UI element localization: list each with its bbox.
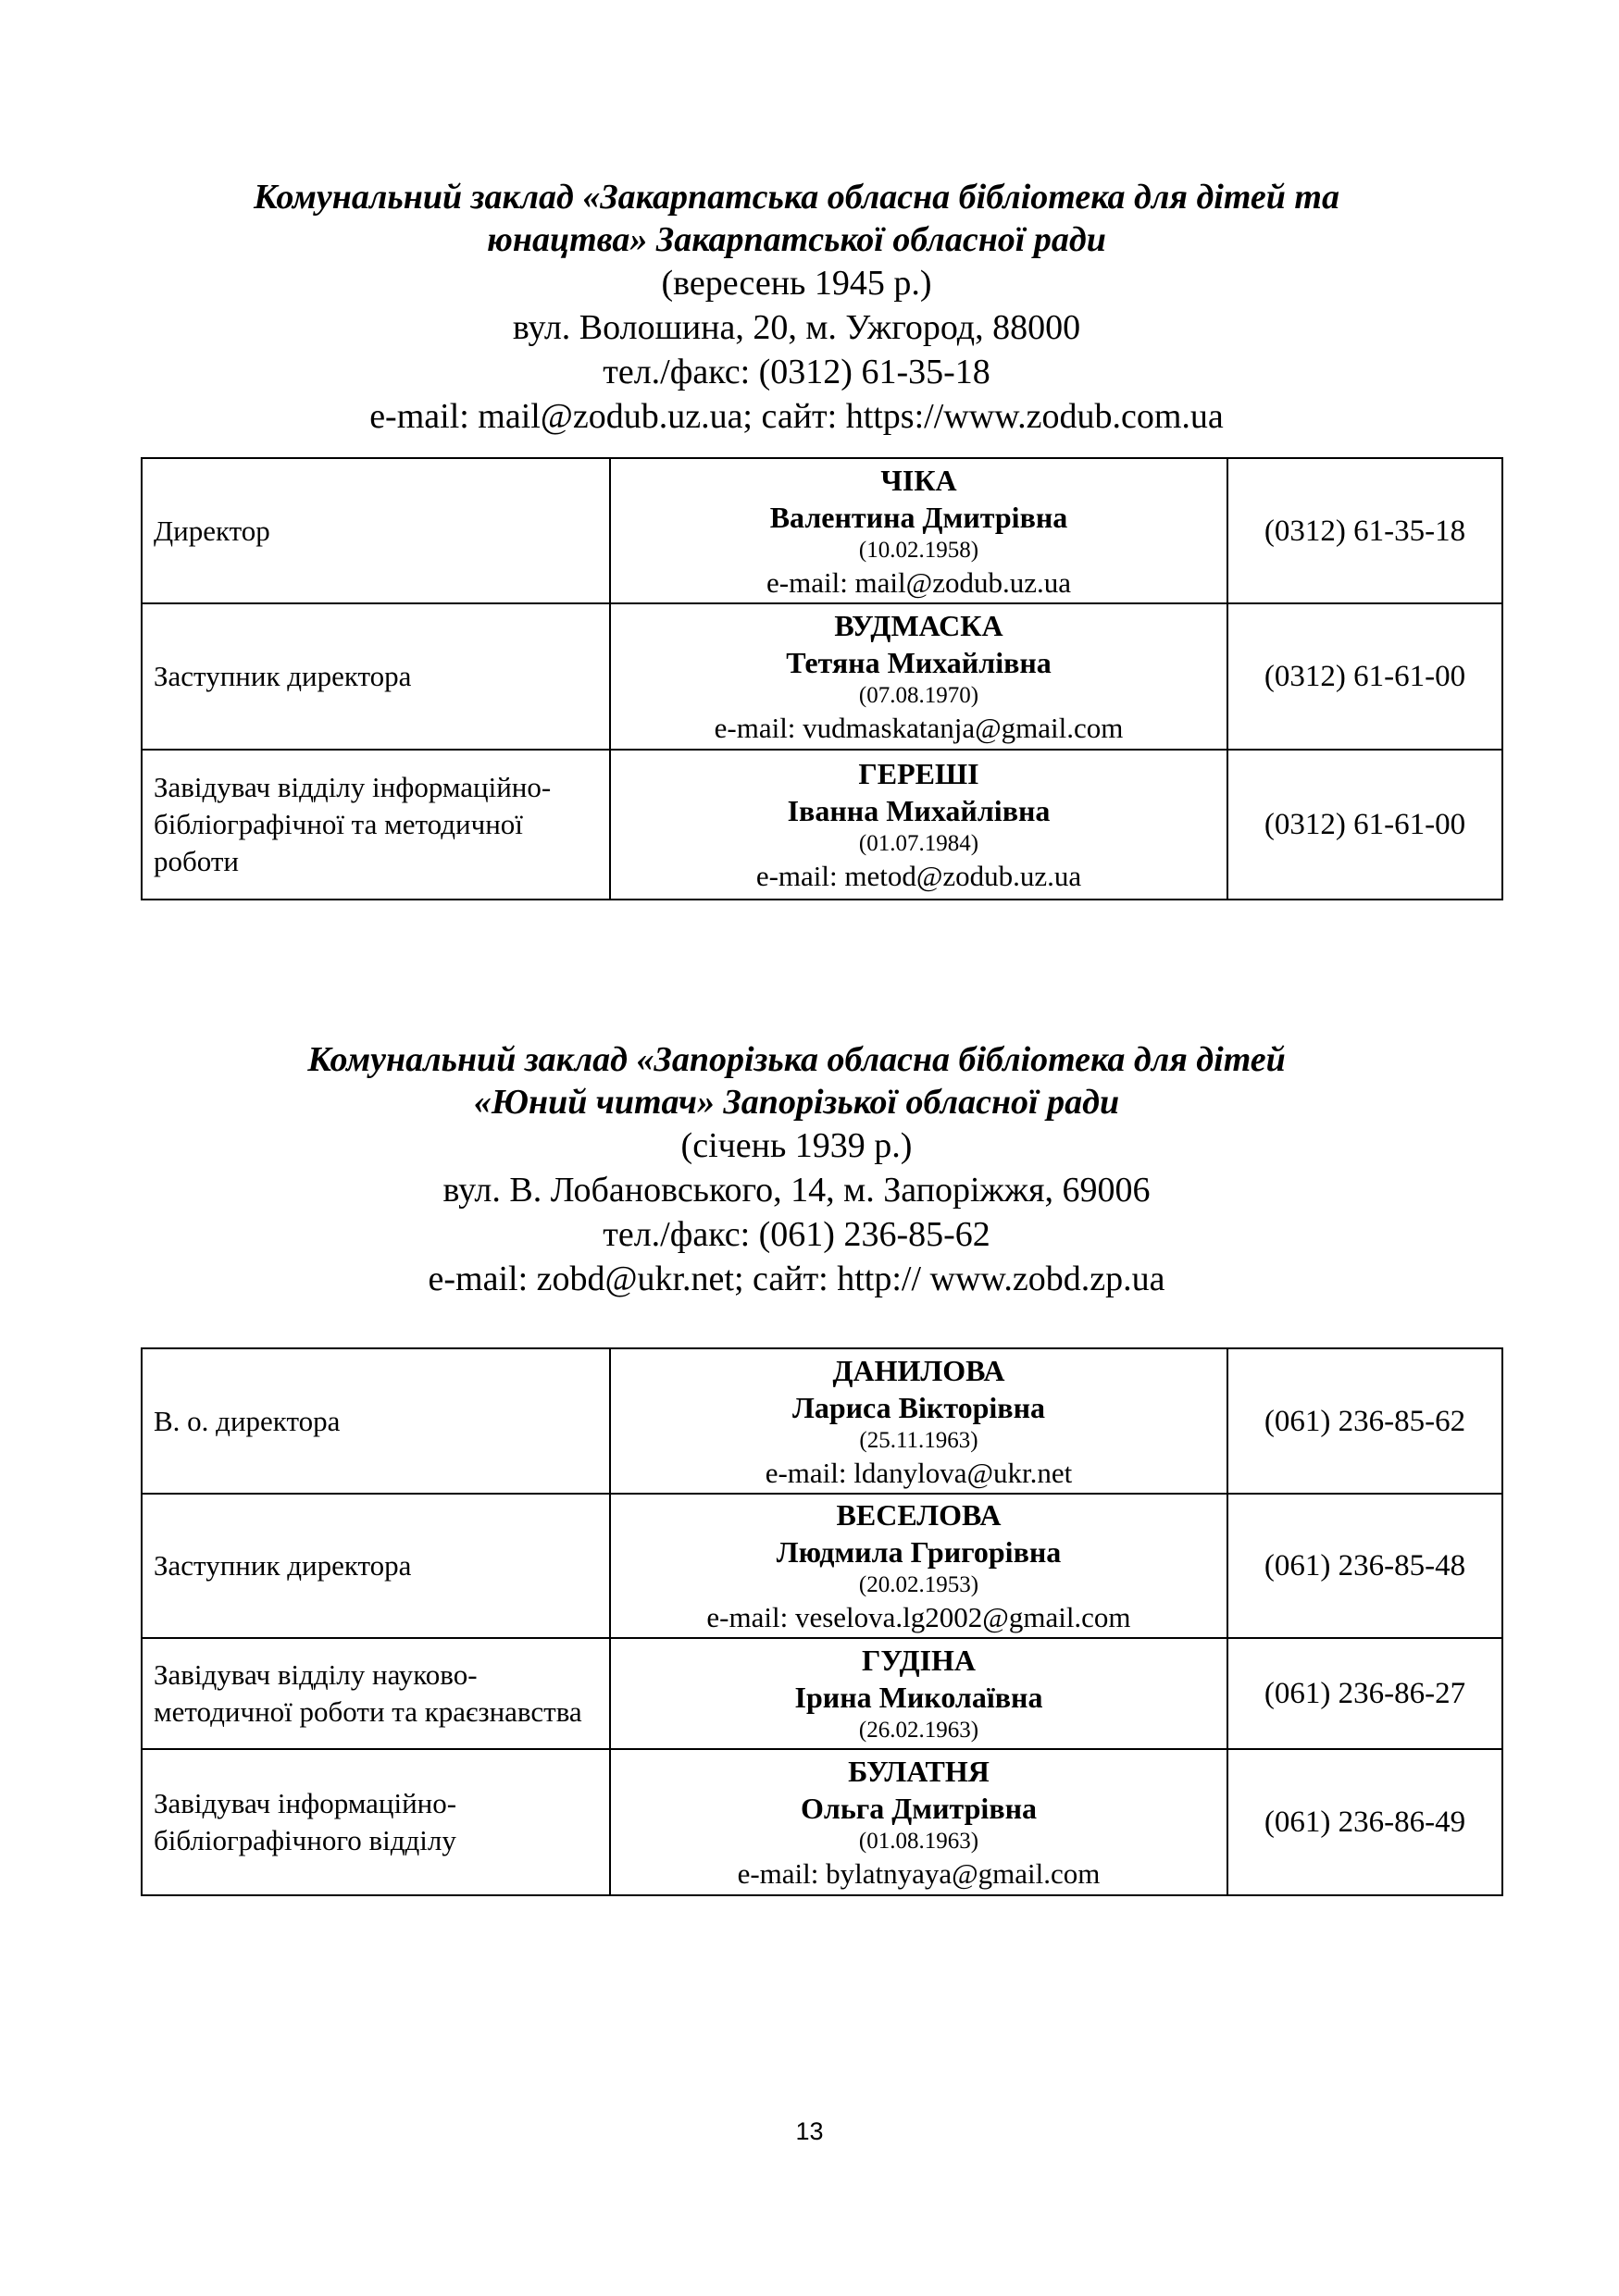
person-name: Лариса Вікторівна (791, 1390, 1046, 1424)
person-surname: ГУДІНА (861, 1644, 977, 1677)
position-cell: Завідувач відділу науково-методичної роботи та краєзнавства (142, 1638, 610, 1749)
person-name: Тетяна Михайлівна (786, 646, 1052, 679)
person-cell (610, 1749, 1227, 1895)
person-surname: ГЕРЕШІ (858, 757, 979, 790)
person-cell (610, 603, 1227, 750)
person-surname: ЧІКА (880, 463, 957, 497)
position-cell: В. о. директора (142, 1348, 610, 1494)
person-surname: ВЕСЕЛОВА (836, 1498, 1002, 1532)
person-surname: ВУДМАСКА (834, 609, 1003, 642)
library-section-zakarpattia (141, 176, 1466, 900)
table-row (142, 603, 1502, 750)
library-title-line-1: Комунальний заклад «Закарпатська обласна бібліотека для дітей та (254, 178, 1339, 217)
person-email: e-mail: ldanylova@ukr.net (765, 1456, 1073, 1489)
library-email-site: e-mail: zobd@ukr.net; сайт: http:// www.zobd.zp.ua (428, 1260, 1165, 1298)
founded-date: (вересень 1945 р.) (661, 264, 932, 303)
phone-cell: (0312) 61-61-00 (1227, 750, 1502, 900)
person-cell (610, 750, 1227, 900)
phone-cell: (061) 236-85-62 (1227, 1348, 1502, 1494)
person-birth-date: (26.02.1963) (858, 1718, 979, 1743)
staff-table (141, 457, 1503, 900)
person-email: e-mail: vudmaskatanja@gmail.com (714, 712, 1124, 744)
phone-cell: (061) 236-86-49 (1227, 1749, 1502, 1895)
person-cell (610, 1348, 1227, 1494)
table-row (142, 750, 1502, 900)
person-birth-date: (10.02.1958) (858, 537, 979, 563)
library-title-line-1: Комунальний заклад «Запорізька обласна бібліотека для дітей (307, 1040, 1286, 1079)
table-row (142, 1638, 1502, 1749)
position-cell: Завідувач відділу інформаційно-бібліографічної та методичної роботи (142, 750, 610, 900)
page-number: 13 (795, 2117, 824, 2145)
library-address: вул. Волошина, 20, м. Ужгород, 88000 (512, 308, 1081, 347)
phone-cell: (061) 236-86-27 (1227, 1638, 1502, 1749)
person-birth-date: (20.02.1953) (858, 1572, 979, 1597)
person-birth-date: (01.08.1963) (858, 1829, 979, 1854)
person-email: e-mail: metod@zodub.uz.ua (755, 860, 1082, 892)
library-header (141, 1038, 1452, 1301)
library-section-zaporizhzhia (141, 1038, 1466, 1896)
library-title-line-2: юнацтва» Закарпатської обласної ради (487, 220, 1106, 259)
position-cell: Завідувач інформаційно-бібліографічного відділу (142, 1749, 610, 1895)
person-name: Людмила Григорівна (776, 1535, 1062, 1569)
person-birth-date: (25.11.1963) (859, 1427, 978, 1453)
library-email-site: e-mail: mail@zodub.uz.ua; сайт: https://www.zodub.com.ua (369, 397, 1224, 436)
person-birth-date: (07.08.1970) (858, 683, 979, 708)
person-birth-date: (01.07.1984) (858, 831, 979, 856)
person-cell (610, 1494, 1227, 1638)
person-surname: ДАНИЛОВА (832, 1353, 1005, 1387)
phone-cell: (0312) 61-61-00 (1227, 603, 1502, 750)
person-email: e-mail: mail@zodub.uz.ua (766, 565, 1071, 599)
person-name: Іванна Михайлівна (787, 794, 1051, 827)
founded-date: (січень 1939 р.) (680, 1126, 913, 1165)
table-row (142, 1749, 1502, 1895)
position-cell: Директор (142, 458, 610, 603)
phone-cell: (061) 236-85-48 (1227, 1494, 1502, 1638)
person-email: e-mail: veselova.lg2002@gmail.com (706, 1601, 1131, 1633)
table-row (142, 1494, 1502, 1638)
phone-cell: (0312) 61-35-18 (1227, 458, 1502, 603)
library-address: вул. В. Лобановського, 14, м. Запоріжжя, 69006 (442, 1171, 1151, 1210)
library-header (141, 176, 1452, 439)
table-row (142, 1348, 1502, 1494)
table-row (142, 458, 1502, 603)
person-email: e-mail: bylatnyaya@gmail.com (737, 1857, 1101, 1890)
person-name: Ольга Дмитрівна (800, 1792, 1038, 1825)
library-phone-fax: тел./факс: (061) 236-85-62 (603, 1215, 990, 1254)
person-cell (610, 1638, 1227, 1749)
position-cell: Заступник директора (142, 603, 610, 750)
person-cell (610, 458, 1227, 603)
library-title-line-2: «Юний читач» Запорізької обласної ради (473, 1083, 1120, 1122)
staff-table (141, 1347, 1503, 1896)
person-name: Валентина Дмитрівна (769, 500, 1068, 534)
person-name: Ірина Миколаївна (794, 1681, 1043, 1714)
library-phone-fax: тел./факс: (0312) 61-35-18 (603, 353, 990, 391)
position-cell: Заступник директора (142, 1494, 610, 1638)
person-surname: БУЛАТНЯ (848, 1755, 990, 1788)
